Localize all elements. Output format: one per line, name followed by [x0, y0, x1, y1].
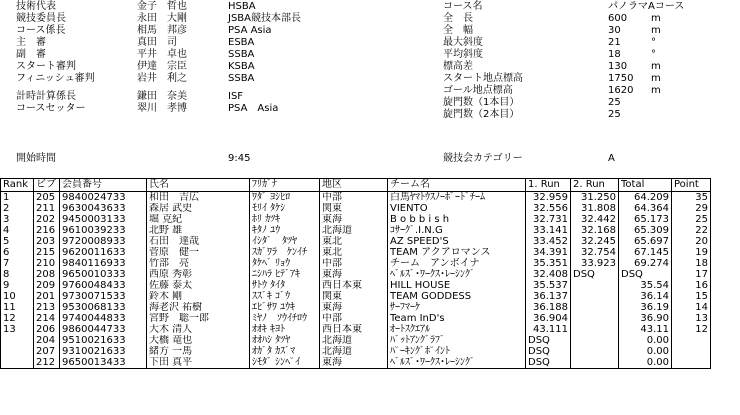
official-org: SSBA [228, 73, 255, 84]
official-role: 副 審 [16, 49, 46, 60]
table-row [1, 335, 711, 346]
table-cell: 201 [34, 291, 60, 302]
table-cell: 15 [672, 291, 711, 302]
table-cell: 9530068133 [60, 302, 147, 313]
official-role: 競技委員長 [16, 13, 66, 24]
table-cell [672, 346, 711, 357]
table-cell: 堀 克紀 [147, 214, 250, 225]
official-role: 技術代表 [16, 1, 56, 12]
official-org: SSBA [228, 49, 255, 60]
table-cell [1, 357, 34, 369]
table-cell: ﾊﾟｰｷﾝｸﾞﾎﾟｲﾝﾄ [388, 346, 526, 357]
table-cell: 北野 雄 [147, 225, 250, 236]
table-cell: ﾍﾞﾙｽﾞ･ﾜｰｸｽ･ﾚｰｼﾝｸﾞ [388, 269, 526, 280]
table-cell: 12 [1, 313, 34, 324]
table-cell: 67.145 [619, 247, 672, 258]
table-cell: 216 [34, 225, 60, 236]
results-table [0, 178, 711, 369]
course-label: 平均斜度 [443, 49, 483, 60]
official-name: 永田 大剛 [137, 13, 187, 24]
official-role: 主 審 [16, 37, 46, 48]
table-cell: 9760048433 [60, 280, 147, 291]
table-cell: ｵｶﾞﾀ ｶｽﾞﾏ [250, 346, 320, 357]
table-cell: 33.923 [571, 258, 619, 269]
table-cell: 64.209 [619, 192, 672, 204]
table-cell: 33.141 [526, 225, 571, 236]
table-cell: 和田 吉広 [147, 192, 250, 204]
course-label: 最大斜度 [443, 37, 483, 48]
table-row [1, 324, 711, 335]
official-org: ISF [228, 91, 244, 102]
table-cell: 14 [672, 302, 711, 313]
table-cell: 35 [672, 192, 711, 204]
column-header: 地区 [320, 179, 388, 192]
official-name: 鎌田 奈美 [137, 91, 187, 102]
table-cell: 8 [1, 269, 34, 280]
table-cell: 9450003133 [60, 214, 147, 225]
table-cell: 43.111 [526, 324, 571, 335]
table-cell: ﾀｹﾍﾞ ﾘｮｳ [250, 258, 320, 269]
course-label: 全 長 [443, 13, 473, 24]
table-cell: 12 [672, 324, 711, 335]
course-unit: m [651, 73, 661, 84]
table-cell: 29 [672, 203, 711, 214]
table-cell: 北海道 [320, 225, 388, 236]
table-cell [571, 302, 619, 313]
table-cell: ｵｰﾄｽｸｴｱﾙ [388, 324, 526, 335]
course-unit: m [651, 61, 661, 72]
table-cell: 35.351 [526, 258, 571, 269]
table-cell: 5 [1, 236, 34, 247]
course-label: 旋門数（2本目） [443, 109, 520, 120]
officials-section [0, 0, 740, 170]
table-cell: 4 [1, 225, 34, 236]
table-cell: TEAM GODDESS [388, 291, 526, 302]
course-value: 1620 [608, 85, 634, 96]
course-value: 25 [608, 97, 621, 108]
table-cell: 中部 [320, 192, 388, 204]
table-row [1, 203, 711, 214]
official-org: ESBA [228, 37, 255, 48]
official-role: 計時計算係長 [16, 91, 76, 102]
course-unit: ° [651, 49, 656, 60]
table-cell: 9730071533 [60, 291, 147, 302]
course-unit: m [651, 13, 661, 24]
table-cell: DSQ [526, 346, 571, 357]
table-cell: 36.19 [619, 302, 672, 313]
table-cell: 211 [34, 203, 60, 214]
table-cell: 西日本東 [320, 280, 388, 291]
official-role: フィニッシュ審判 [16, 73, 95, 84]
table-cell: 32.959 [526, 192, 571, 204]
category-label: 競技会カテゴリー [443, 153, 523, 164]
table-cell: 32.442 [571, 214, 619, 225]
table-row [1, 247, 711, 258]
official-name: 伊達 宗臣 [137, 61, 187, 72]
table-cell: 0.00 [619, 357, 672, 369]
table-cell: AZ SPEED'S [388, 236, 526, 247]
table-cell: 10 [1, 291, 34, 302]
table-cell: 203 [34, 236, 60, 247]
table-cell: ｽｽﾞｷ ｺﾞｳ [250, 291, 320, 302]
table-cell: 大木 清人 [147, 324, 250, 335]
table-cell: 207 [34, 346, 60, 357]
official-org: HSBA [228, 1, 256, 12]
table-cell: ﾐﾔﾉ ｿｳｲﾁﾛｳ [250, 313, 320, 324]
table-cell: 北海道 [320, 346, 388, 357]
official-org: PSA Asia [228, 103, 279, 114]
table-cell: 32.556 [526, 203, 571, 214]
official-org: JSBA競技本部長 [228, 13, 301, 24]
table-cell: 215 [34, 247, 60, 258]
table-cell: 32.168 [571, 225, 619, 236]
table-cell: 下田 真平 [147, 357, 250, 369]
column-header: 会員番号 [60, 179, 147, 192]
table-cell: ｽｶﾞﾜﾗ ｹﾝｲﾁ [250, 247, 320, 258]
table-cell: 208 [34, 269, 60, 280]
column-header: チーム名 [388, 179, 526, 192]
table-cell: 209 [34, 280, 60, 291]
table-header-row [1, 179, 711, 192]
table-cell: 36.904 [526, 313, 571, 324]
official-name: 真田 司 [137, 37, 177, 48]
table-cell [672, 357, 711, 369]
table-cell: 東北 [320, 236, 388, 247]
table-cell: 9740044833 [60, 313, 147, 324]
table-cell [1, 346, 34, 357]
table-cell: 43.11 [619, 324, 672, 335]
table-cell: ｷﾀﾉ ﾕｳ [250, 225, 320, 236]
table-cell: 1 [1, 192, 34, 204]
column-header: Point [672, 179, 711, 192]
table-cell: 西日本東 [320, 324, 388, 335]
table-cell: ｺｻｰｸﾞ.I.N.G [388, 225, 526, 236]
table-cell [1, 335, 34, 346]
table-cell: 65.173 [619, 214, 672, 225]
official-name: 翠川 孝博 [137, 103, 187, 114]
official-org: PSA Asia [228, 25, 272, 36]
course-label: 全 幅 [443, 25, 473, 36]
table-cell: 212 [34, 357, 60, 369]
table-cell: ﾎﾘ ｶﾂｷ [250, 214, 320, 225]
table-row [1, 269, 711, 280]
table-cell: DSQ [619, 269, 672, 280]
table-cell: 竹部 亮 [147, 258, 250, 269]
table-cell: ﾓﾘｲ ﾀｹｼ [250, 203, 320, 214]
table-cell: 菅原 健一 [147, 247, 250, 258]
table-cell: 7 [1, 258, 34, 269]
table-cell: 大橋 竜也 [147, 335, 250, 346]
table-row [1, 313, 711, 324]
table-row [1, 291, 711, 302]
table-cell: 北海道 [320, 335, 388, 346]
table-cell: DSQ [571, 269, 619, 280]
table-cell: 69.274 [619, 258, 672, 269]
table-cell: 6 [1, 247, 34, 258]
table-cell [571, 280, 619, 291]
table-cell: 9860044733 [60, 324, 147, 335]
table-row [1, 258, 711, 269]
table-cell: 9 [1, 280, 34, 291]
table-cell: 9650010333 [60, 269, 147, 280]
table-cell: 9620011633 [60, 247, 147, 258]
official-role: スタート審判 [16, 61, 76, 72]
table-cell: 36.14 [619, 291, 672, 302]
table-cell: ﾍﾞﾙｽﾞ･ﾜｰｸｽ･ﾚｰｼﾝｸﾞ [388, 357, 526, 369]
table-cell: 森居 武史 [147, 203, 250, 214]
official-name: 金子 哲也 [137, 1, 187, 12]
course-value: 130 [608, 61, 628, 72]
table-cell: 36.90 [619, 313, 672, 324]
category-value: A [608, 153, 615, 164]
table-cell: 20 [672, 236, 711, 247]
table-cell: 3 [1, 214, 34, 225]
table-cell: 東海 [320, 214, 388, 225]
table-cell: ﾆｼﾊﾗ ﾋﾃﾞｱｷ [250, 269, 320, 280]
course-unit: m [651, 85, 661, 96]
table-cell: 関東 [320, 203, 388, 214]
table-cell: 鈴木 剛 [147, 291, 250, 302]
course-value: パノラマAコース [608, 1, 685, 12]
table-row [1, 302, 711, 313]
table-cell: Team InD's [388, 313, 526, 324]
course-value: 18 [608, 49, 621, 60]
table-cell: ｲｼﾀﾞ ﾀﾂﾔ [250, 236, 320, 247]
table-cell: 9840116933 [60, 258, 147, 269]
table-cell: 64.364 [619, 203, 672, 214]
table-cell: 213 [34, 302, 60, 313]
column-header: 1. Run [526, 179, 571, 192]
table-row [1, 236, 711, 247]
table-cell: 31.250 [571, 192, 619, 204]
table-cell: 32.245 [571, 236, 619, 247]
column-header: 氏名 [147, 179, 250, 192]
official-name: 岩井 利之 [137, 73, 187, 84]
table-cell: 35.54 [619, 280, 672, 291]
table-cell: 9310021633 [60, 346, 147, 357]
table-cell: 35.537 [526, 280, 571, 291]
course-label: スタート地点標高 [443, 73, 523, 84]
official-org: KSBA [228, 61, 255, 72]
official-role: コース係長 [16, 25, 66, 36]
course-value: 25 [608, 109, 621, 120]
course-value: 600 [608, 13, 628, 24]
table-cell: TEAM アクアロマンス [388, 247, 526, 258]
column-header: ビブ [34, 179, 60, 192]
table-cell: 13 [1, 324, 34, 335]
table-cell: 0.00 [619, 335, 672, 346]
table-cell [571, 291, 619, 302]
table-row [1, 214, 711, 225]
table-cell [571, 313, 619, 324]
table-cell: 17 [672, 269, 711, 280]
table-cell [672, 335, 711, 346]
table-cell: 65.309 [619, 225, 672, 236]
table-cell: 東海 [320, 357, 388, 369]
table-cell: ｴﾋﾞｻﾜ ﾕｳｷ [250, 302, 320, 313]
column-header: Rank [1, 179, 34, 192]
table-cell: 東北 [320, 247, 388, 258]
table-cell: 214 [34, 313, 60, 324]
table-cell: ｵｵﾊｼ ﾀﾂﾔ [250, 335, 320, 346]
course-label: コース名 [443, 1, 483, 12]
table-row [1, 280, 711, 291]
table-cell: 9510021633 [60, 335, 147, 346]
table-cell: 東海 [320, 302, 388, 313]
column-header: ﾌﾘｶﾞﾅ [250, 179, 320, 192]
table-cell [571, 357, 619, 369]
column-header: Total [619, 179, 672, 192]
table-cell: B o b b i s h [388, 214, 526, 225]
table-cell: 65.697 [619, 236, 672, 247]
course-label: ゴール地点標高 [443, 85, 513, 96]
table-cell: 32.408 [526, 269, 571, 280]
table-cell: ｻﾄｳ ﾀｲﾀ [250, 280, 320, 291]
table-cell: 海老沢 祐樹 [147, 302, 250, 313]
table-cell: 石田 達哉 [147, 236, 250, 247]
table-cell: 13 [672, 313, 711, 324]
table-cell: 36.188 [526, 302, 571, 313]
table-row [1, 192, 711, 204]
start-time-value: 9:45 [228, 153, 251, 164]
table-cell: 32.731 [526, 214, 571, 225]
table-cell: 0.00 [619, 346, 672, 357]
table-row [1, 357, 711, 369]
table-row [1, 346, 711, 357]
table-cell: 9650013433 [60, 357, 147, 369]
table-cell: ｼﾓﾀﾞ ｼﾝﾍﾟｲ [250, 357, 320, 369]
table-cell: DSQ [526, 335, 571, 346]
table-cell: 11 [1, 302, 34, 313]
table-cell: 32.754 [571, 247, 619, 258]
table-cell: HILL HOUSE [388, 280, 526, 291]
table-cell [571, 335, 619, 346]
official-role: コースセッター [16, 103, 86, 114]
table-cell: 16 [672, 280, 711, 291]
table-cell: 中部 [320, 258, 388, 269]
table-cell: 東海 [320, 269, 388, 280]
table-cell: 西原 秀彰 [147, 269, 250, 280]
course-label: 標高差 [443, 61, 473, 72]
course-value: 30 [608, 25, 621, 36]
table-cell: ﾜﾀﾞ ﾖｼﾋﾛ [250, 192, 320, 204]
table-cell [571, 346, 619, 357]
table-cell: 36.137 [526, 291, 571, 302]
table-cell [571, 324, 619, 335]
table-cell: 33.452 [526, 236, 571, 247]
table-cell: チーム アンボイナ [388, 258, 526, 269]
table-cell: 2 [1, 203, 34, 214]
table-cell: 19 [672, 247, 711, 258]
course-value: 1750 [608, 73, 634, 84]
table-cell: 関東 [320, 291, 388, 302]
table-cell: 25 [672, 214, 711, 225]
table-cell: 34.391 [526, 247, 571, 258]
table-cell: 9840024733 [60, 192, 147, 204]
table-cell: ﾊﾞｯﾄｱﾝｸﾞﾗﾌﾞ [388, 335, 526, 346]
table-cell: 206 [34, 324, 60, 335]
table-cell: DSQ [526, 357, 571, 369]
table-cell: 9720008933 [60, 236, 147, 247]
table-cell: 緒方 一馬 [147, 346, 250, 357]
course-label: 旋門数（1本目） [443, 97, 520, 108]
table-cell: 210 [34, 258, 60, 269]
table-cell: ｻｰﾌﾏｰｹ [388, 302, 526, 313]
table-cell: 宮野 聡一郎 [147, 313, 250, 324]
table-cell: 22 [672, 225, 711, 236]
table-cell: 18 [672, 258, 711, 269]
column-header: 2. Run [571, 179, 619, 192]
table-cell: 205 [34, 192, 60, 204]
official-name: 平井 卓也 [137, 49, 187, 60]
course-unit: m [651, 25, 661, 36]
table-cell: ｵｵｷ ｷﾖﾄ [250, 324, 320, 335]
table-row [1, 225, 711, 236]
table-cell: 中部 [320, 313, 388, 324]
table-cell: VIENTO [388, 203, 526, 214]
official-name: 相馬 邦彦 [137, 25, 187, 36]
start-time-label: 開始時間 [16, 153, 56, 164]
table-cell: 31.808 [571, 203, 619, 214]
table-cell: 佐藤 泰太 [147, 280, 250, 291]
table-cell: 204 [34, 335, 60, 346]
table-cell: 9630043633 [60, 203, 147, 214]
course-value: 21 [608, 37, 621, 48]
course-unit: ° [651, 37, 656, 48]
table-cell: 白馬ﾔﾏﾄｳｽﾉｰﾎﾞｰﾄﾞﾁｰﾑ [388, 192, 526, 204]
table-cell: 9610039233 [60, 225, 147, 236]
table-cell: 202 [34, 214, 60, 225]
